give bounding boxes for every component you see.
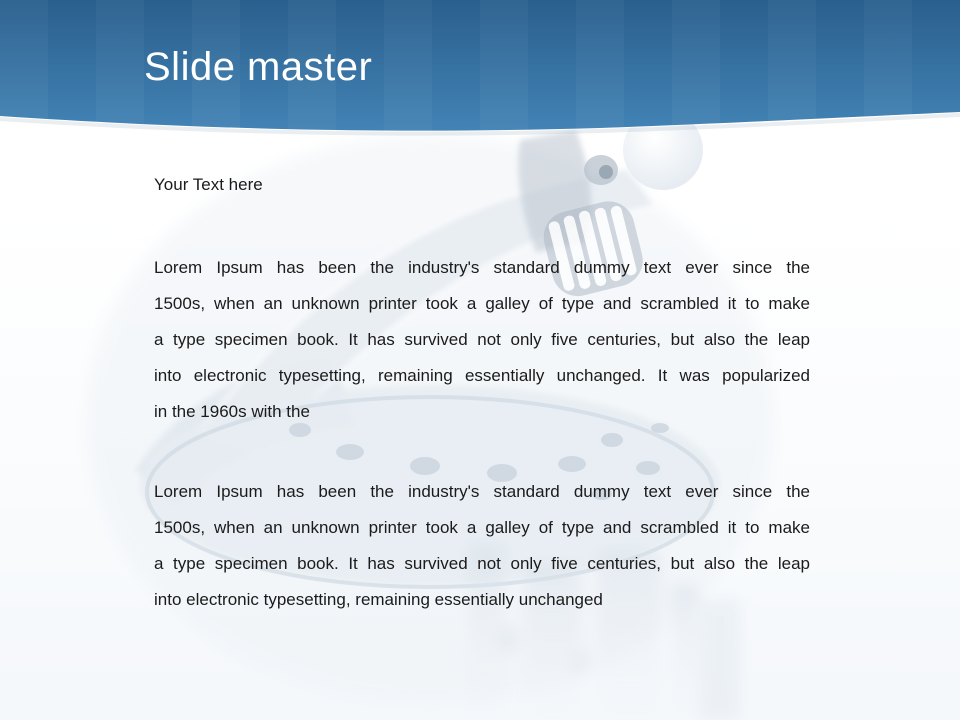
body-paragraph-1	[154, 250, 810, 430]
paragraph-line: a type specimen book. It has survived not only five centuries, but also the leap	[154, 554, 810, 573]
text-placeholder: Your Text here	[154, 175, 263, 194]
paragraph-line: 1500s, when an unknown printer took a galley of type and scrambled it to make	[154, 518, 810, 537]
paragraph-line: Lorem Ipsum has been the industry's standard dummy text ever since the	[154, 258, 810, 277]
paragraph-line: 1500s, when an unknown printer took a galley of type and scrambled it to make	[154, 294, 810, 313]
paragraph-line: in the 1960s with the	[154, 402, 310, 421]
paragraph-line: Lorem Ipsum has been the industry's standard dummy text ever since the	[154, 482, 810, 501]
body-paragraph-2	[154, 474, 810, 618]
paragraph-line: a type specimen book. It has survived not only five centuries, but also the leap	[154, 330, 810, 349]
paragraph-line: into electronic typesetting, remaining essentially unchanged	[154, 590, 603, 609]
slide-title: Slide master	[144, 45, 373, 89]
paragraph-line: into electronic typesetting, remaining essentially unchanged. It was popularized	[154, 366, 810, 385]
